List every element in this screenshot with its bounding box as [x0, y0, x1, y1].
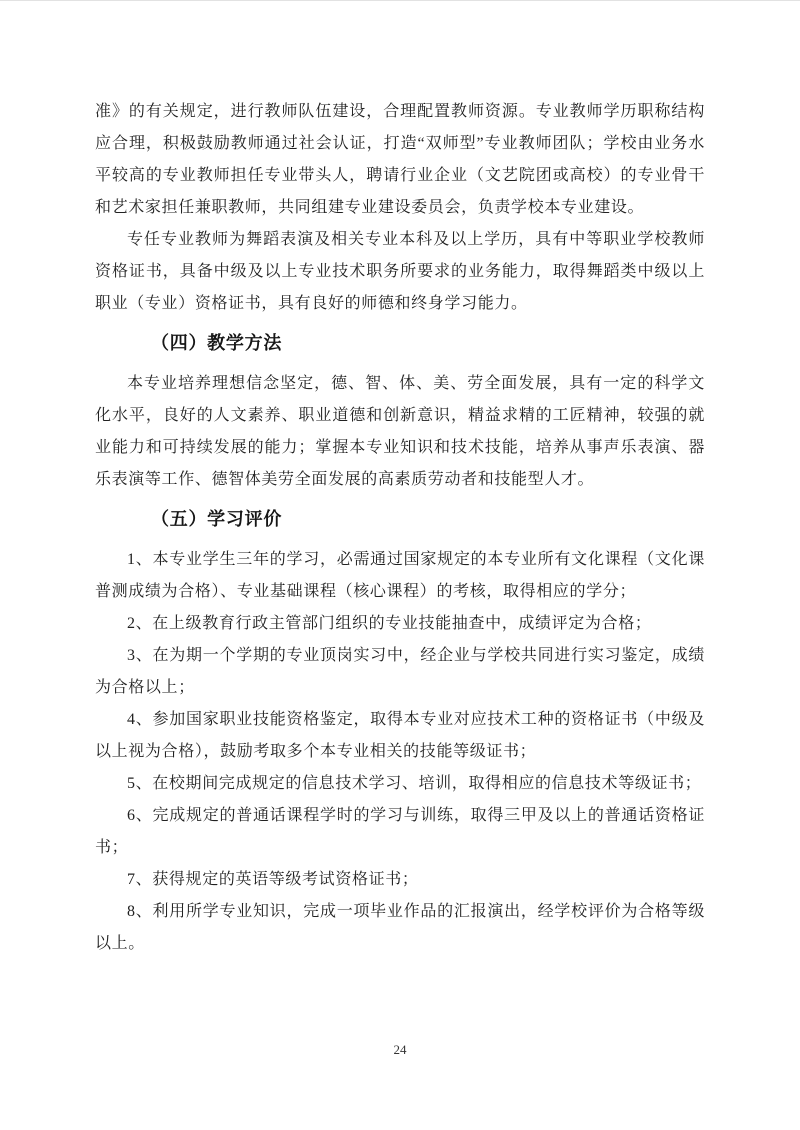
- section-heading-learning-evaluation: （五）学习评价: [151, 509, 283, 529]
- paragraph-teacher-team-continued: 准》的有关规定，进行教师队伍建设，合理配置教师资源。专业教师学历职称结构应合理，积极鼓励教师通过社会认证，打造“双师型”专业教师团队；学校由业务水平较高的专业教师担任专业带头人，聘请行业企业（文艺院团或高校）的专业骨干和艺术家担任兼职教师，共同组建专业建设委员会，负责学校本专业建设。: [95, 103, 705, 216]
- page-number: 24: [393, 1042, 407, 1057]
- list-item-2-skill-spot-check: 2、在上级教育行政主管部门组织的专业技能抽查中，成绩评定为合格；: [127, 615, 652, 632]
- page-content: [95, 96, 705, 960]
- paragraph-training-objectives: 本专业培养理想信念坚定，德、智、体、美、劳全面发展，具有一定的科学文化水平，良好的人文素养、职业道德和创新意识，精益求精的工匠精神，较强的就业能力和可持续发展的能力；掌握本专业知识和技术技能，培养从事声乐表演、器乐表演等工作、德智体美劳全面发展的高素质劳动者和技能型人才。: [95, 375, 705, 488]
- list-item-7-english-certificate: 7、获得规定的英语等级考试资格证书；: [127, 871, 419, 888]
- list-item-5-it-certificate: 5、在校期间完成规定的信息技术学习、培训，取得相应的信息技术等级证书；: [127, 775, 702, 792]
- list-item-8-graduation-performance: 8、利用所学专业知识，完成一项毕业作品的汇报演出，经学校评价为合格等级以上。: [95, 903, 705, 952]
- paragraph-fulltime-teacher-requirements: 专任专业教师为舞蹈表演及相关专业本科及以上学历，具有中等职业学校教师资格证书，具备中级及以上专业技术职务所要求的业务能力，取得舞蹈类中级以上职业（专业）资格证书，具有良好的师德和终身学习能力。: [95, 231, 705, 312]
- list-item-1-cultural-courses: 1、本专业学生三年的学习，必需通过国家规定的本专业所有文化课程（文化课普测成绩为合格）、专业基础课程（核心课程）的考核，取得相应的学分；: [95, 551, 705, 600]
- list-item-4-vocational-certificates: 4、参加国家职业技能资格鉴定，取得本专业对应技术工种的资格证书（中级及以上视为合格），鼓励考取多个本专业相关的技能等级证书；: [95, 711, 705, 760]
- section-heading-teaching-methods: （四）教学方法: [151, 333, 283, 353]
- list-item-3-internship-appraisal: 3、在为期一个学期的专业顶岗实习中，经企业与学校共同进行实习鉴定，成绩为合格以上；: [95, 647, 705, 696]
- list-item-6-putonghua-certificate: 6、完成规定的普通话课程学时的学习与训练，取得三甲及以上的普通话资格证书；: [95, 807, 705, 856]
